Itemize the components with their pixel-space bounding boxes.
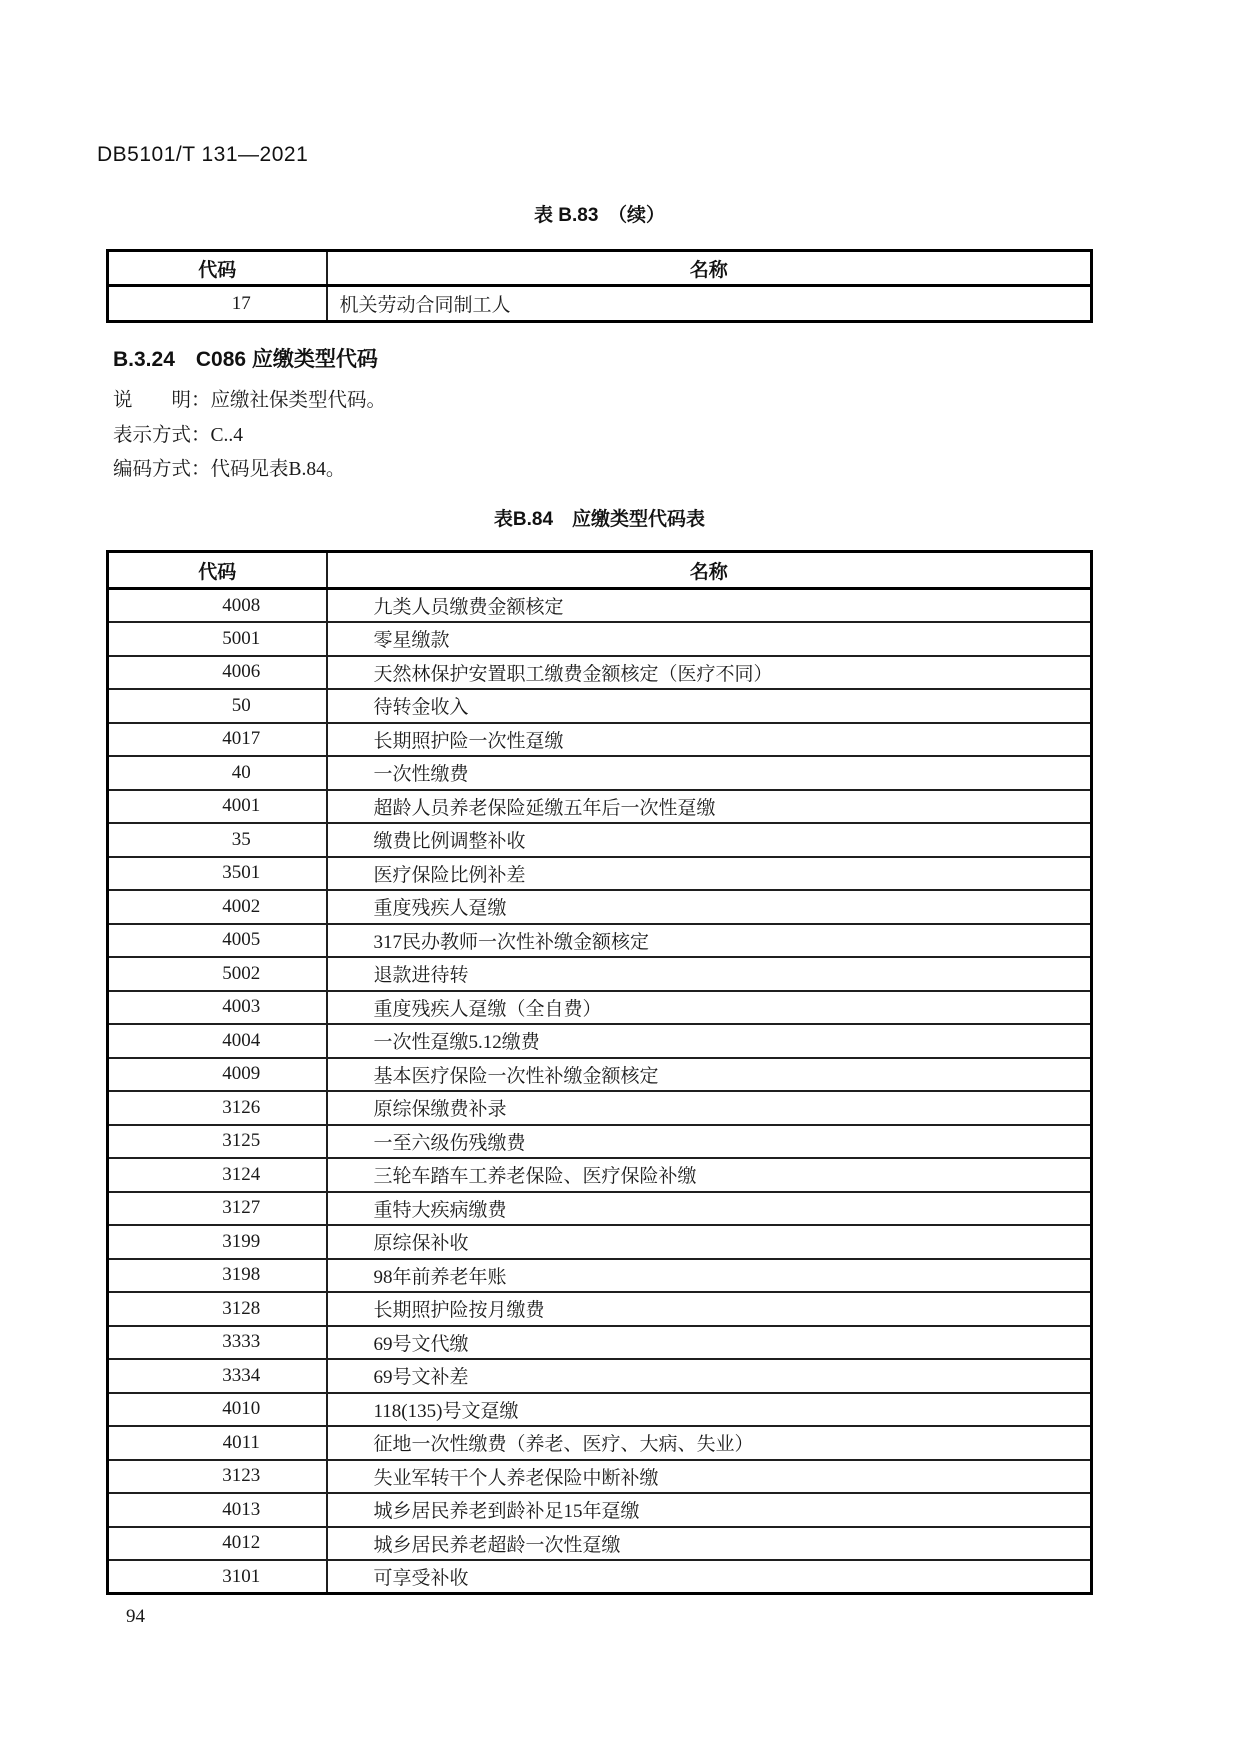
table-row: [108, 589, 1092, 623]
table-row: [108, 1560, 1092, 1594]
column-header-code: 代码: [108, 552, 327, 589]
code-cell: 40: [108, 756, 327, 790]
table-row: [108, 756, 1092, 790]
table-row: [108, 1125, 1092, 1159]
code-cell: 3128: [108, 1292, 327, 1326]
code-cell: 3501: [108, 857, 327, 891]
name-cell: 重特大疾病缴费: [373, 1199, 507, 1221]
doc-code: DB5101/T 131—2021: [97, 143, 309, 166]
table-row: [108, 857, 1092, 891]
table-row: [108, 1292, 1092, 1326]
code-cell: 4003: [108, 991, 327, 1025]
table-row: [108, 924, 1092, 958]
section-heading: B.3.24 C086 应缴类型代码: [113, 348, 378, 371]
name-cell: 超龄人员养老保险延缴五年后一次性趸缴: [373, 797, 716, 819]
table-row: [108, 1024, 1092, 1058]
table-row: [108, 1393, 1092, 1427]
table-row: [108, 1058, 1092, 1092]
table-row: [108, 1359, 1092, 1393]
table-row: [108, 1326, 1092, 1360]
code-cell: 3101: [108, 1560, 327, 1594]
code-cell: 3334: [108, 1359, 327, 1393]
name-cell: 一至六级伤残缴费: [373, 1132, 526, 1154]
name-cell: 原综保缴费补录: [373, 1099, 507, 1121]
name-cell: 118(135)号文趸缴: [373, 1400, 519, 1422]
code-cell: 3199: [108, 1225, 327, 1259]
table-row: [108, 1426, 1092, 1460]
code-cell: 5002: [108, 957, 327, 991]
code-cell: 3127: [108, 1192, 327, 1226]
note-explanation: 说 明：应缴社保类型代码。: [113, 390, 387, 411]
name-cell: 原综保补收: [373, 1233, 469, 1255]
name-cell: 城乡居民养老到龄补足15年趸缴: [373, 1501, 640, 1523]
table-row: [108, 823, 1092, 857]
table-row: [108, 1225, 1092, 1259]
table-row: [108, 957, 1092, 991]
name-cell: 城乡居民养老超龄一次性趸缴: [373, 1534, 621, 1556]
name-cell: 失业军转干个人养老保险中断补缴: [373, 1467, 659, 1489]
note-representation: 表示方式：C..4: [113, 424, 244, 446]
column-header-name: 名称: [327, 251, 1092, 286]
name-cell: 一次性趸缴5.12缴费: [373, 1032, 540, 1054]
table-row: [108, 689, 1092, 723]
code-cell: 5001: [108, 622, 327, 656]
name-cell: 一次性缴费: [373, 764, 469, 786]
code-cell: 4017: [108, 723, 327, 757]
code-cell: 4013: [108, 1493, 327, 1527]
name-cell: 缴费比例调整补收: [373, 831, 526, 853]
code-cell: 3125: [108, 1125, 327, 1159]
code-cell: 4012: [108, 1527, 327, 1561]
table-b84-title: 表B.84 应缴类型代码表: [493, 509, 706, 530]
table-row: [108, 890, 1092, 924]
table-row: [108, 1259, 1092, 1293]
name-cell: 基本医疗保险一次性补缴金额核定: [373, 1065, 659, 1087]
table-row: [108, 1091, 1092, 1125]
code-cell: 4008: [108, 589, 327, 623]
section-notes: [113, 384, 386, 488]
table-row: [108, 723, 1092, 757]
table-b84: [106, 550, 1093, 1595]
code-cell: 4010: [108, 1393, 327, 1427]
table-row: [108, 1460, 1092, 1494]
code-cell: 4006: [108, 656, 327, 690]
name-cell: 待转金收入: [373, 697, 469, 719]
table-row: [108, 1192, 1092, 1226]
name-cell: 可享受补收: [373, 1568, 469, 1589]
code-cell: 3124: [108, 1158, 327, 1192]
table-row: [108, 286, 1092, 322]
code-cell: 35: [108, 823, 327, 857]
name-cell: 机关劳动合同制工人: [339, 295, 511, 316]
table-row: [108, 656, 1092, 690]
code-cell: 4002: [108, 890, 327, 924]
code-cell: 4009: [108, 1058, 327, 1092]
name-cell: 69号文补差: [373, 1367, 469, 1389]
column-header-code: 代码: [108, 251, 327, 286]
table-row: [108, 1527, 1092, 1561]
page-number: 94: [126, 1606, 145, 1627]
table-row: [108, 1158, 1092, 1192]
table-b83-title: 表 B.83 （续）: [534, 205, 665, 226]
table-header-row: [108, 251, 1092, 286]
name-cell: 317民办教师一次性补缴金额核定: [373, 931, 650, 953]
name-cell: 退款进待转: [373, 965, 469, 987]
name-cell: 医疗保险比例补差: [373, 864, 526, 886]
table-b83: [106, 249, 1093, 323]
table-header-row: [108, 552, 1092, 589]
table-row: [108, 790, 1092, 824]
code-cell: 4004: [108, 1024, 327, 1058]
name-cell: 重度残疾人趸缴（全自费）: [373, 998, 602, 1020]
note-encoding: 编码方式：代码见表B.84。: [113, 459, 346, 480]
code-cell: 17: [108, 286, 327, 322]
name-cell: 零星缴款: [373, 630, 450, 652]
column-header-name: 名称: [327, 552, 1092, 589]
code-cell: 3198: [108, 1259, 327, 1293]
name-cell: 九类人员缴费金额核定: [373, 597, 564, 618]
code-cell: 4005: [108, 924, 327, 958]
name-cell: 征地一次性缴费（养老、医疗、大病、失业）: [373, 1434, 754, 1456]
table-row: [108, 1493, 1092, 1527]
name-cell: 三轮车踏车工养老保险、医疗保险补缴: [373, 1166, 697, 1188]
table-row: [108, 991, 1092, 1025]
name-cell: 69号文代缴: [373, 1333, 469, 1355]
table-row: [108, 622, 1092, 656]
code-cell: 4011: [108, 1426, 327, 1460]
name-cell: 天然林保护安置职工缴费金额核定（医疗不同）: [373, 663, 773, 685]
name-cell: 重度残疾人趸缴: [373, 898, 507, 920]
code-cell: 50: [108, 689, 327, 723]
name-cell: 98年前养老年账: [373, 1266, 507, 1288]
code-cell: 3126: [108, 1091, 327, 1125]
name-cell: 长期照护险一次性趸缴: [373, 730, 564, 752]
code-cell: 3123: [108, 1460, 327, 1494]
code-cell: 3333: [108, 1326, 327, 1360]
code-cell: 4001: [108, 790, 327, 824]
name-cell: 长期照护险按月缴费: [373, 1300, 545, 1322]
